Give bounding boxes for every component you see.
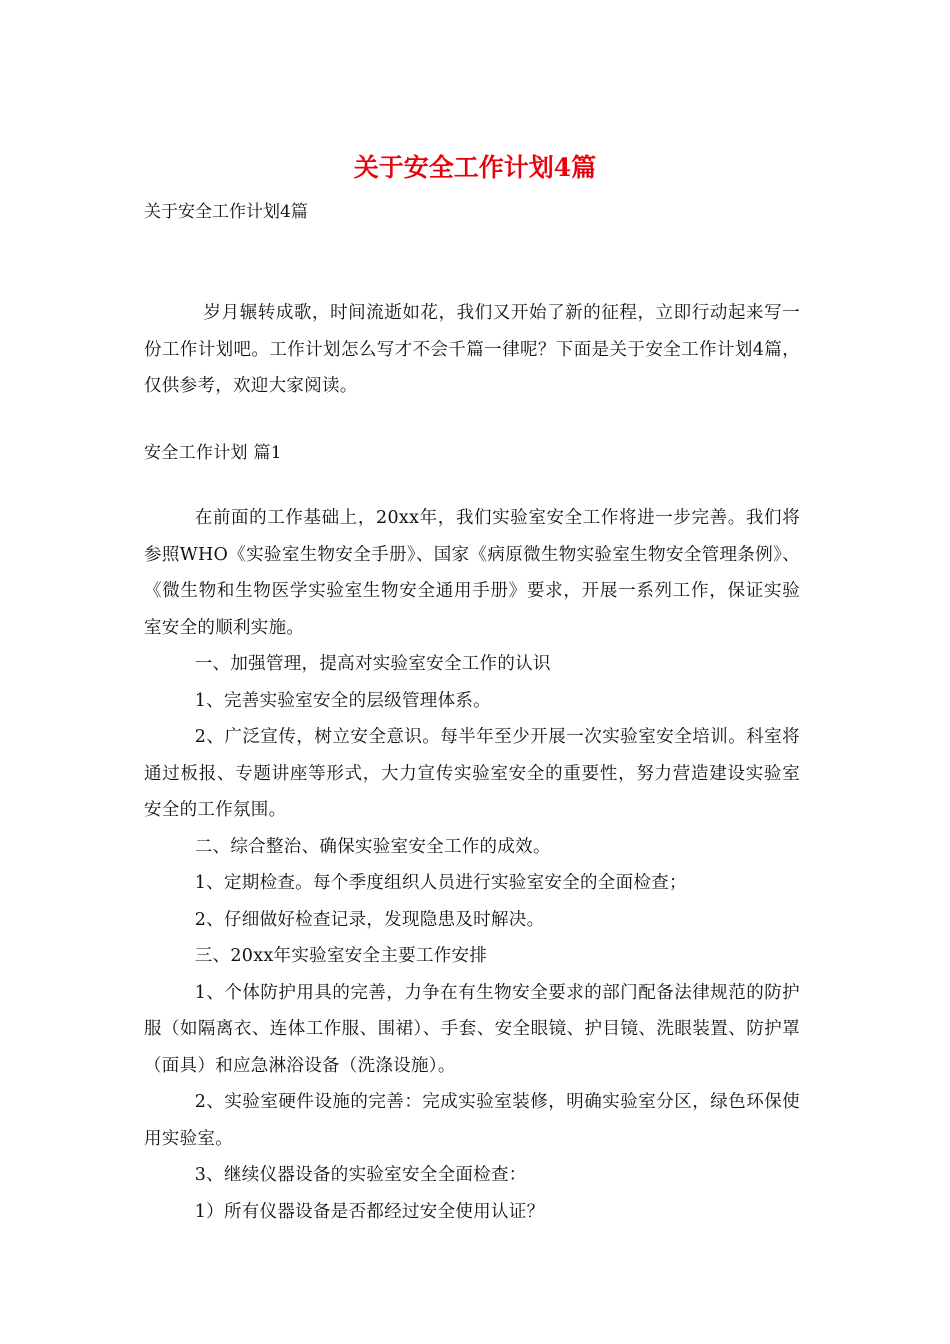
body-paragraph: 在前面的工作基础上，20xx年，我们实验室安全工作将进一步完善。我们将参照WHO《实验室生物安全手册》、国家《病原微生物实验室生物安全管理条例》、《微生物和生物医学实验室生物安全通用手册》要求，开展一系列工作，保证实验室安全的顺利实施。: [144, 508, 800, 638]
body-paragraph: 二、综合整治、确保实验室安全工作的成效。: [194, 836, 551, 857]
body-paragraph: 3、继续仪器设备的实验室安全全面检查：: [194, 1165, 527, 1185]
body-paragraph: 一、加强管理，提高对实验室安全工作的认识: [194, 654, 551, 674]
document-subtitle: 关于安全工作计划4篇: [144, 202, 308, 222]
section-heading: 安全工作计划 篇1: [144, 442, 282, 463]
intro-paragraph: 岁月辗转成歌，时间流逝如花，我们又开始了新的征程，立即行动起来写一份工作计划吧。工作计划怎么写才不会千篇一律呢？下面是关于安全工作计划4篇，仅供参考，欢迎大家阅读。: [144, 303, 800, 396]
document-title: 关于安全工作计划4篇: [353, 153, 597, 182]
body-paragraph: 2、仔细做好检查记录，发现隐患及时解决。: [194, 909, 545, 930]
body-paragraph: 1、定期检查。每个季度组织人员进行实验室安全的全面检查；: [194, 873, 687, 893]
document-body: [144, 295, 800, 1230]
body-paragraph: 1）所有仪器设备是否都经过安全使用认证？: [194, 1201, 545, 1222]
body-paragraph: 1、完善实验室安全的层级管理体系。: [194, 690, 491, 711]
body-paragraph: 2、广泛宣传，树立安全意识。每半年至少开展一次实验室安全培训。科室将通过板报、专题讲座等形式，大力宣传实验室安全的重要性，努力营造建设实验室安全的工作氛围。: [144, 727, 800, 820]
body-paragraph: 三、20xx年实验室安全主要工作安排: [194, 946, 488, 966]
body-paragraph: 1、个体防护用具的完善，力争在有生物安全要求的部门配备法律规范的防护服（如隔离衣、连体工作服、围裙）、手套、安全眼镜、护目镜、洗眼装置、防护罩（面具）和应急淋浴设备（洗涤设施）。: [144, 982, 800, 1076]
body-paragraph: 2、实验室硬件设施的完善：完成实验室装修，明确实验室分区，绿色环保使用实验室。: [144, 1092, 800, 1149]
